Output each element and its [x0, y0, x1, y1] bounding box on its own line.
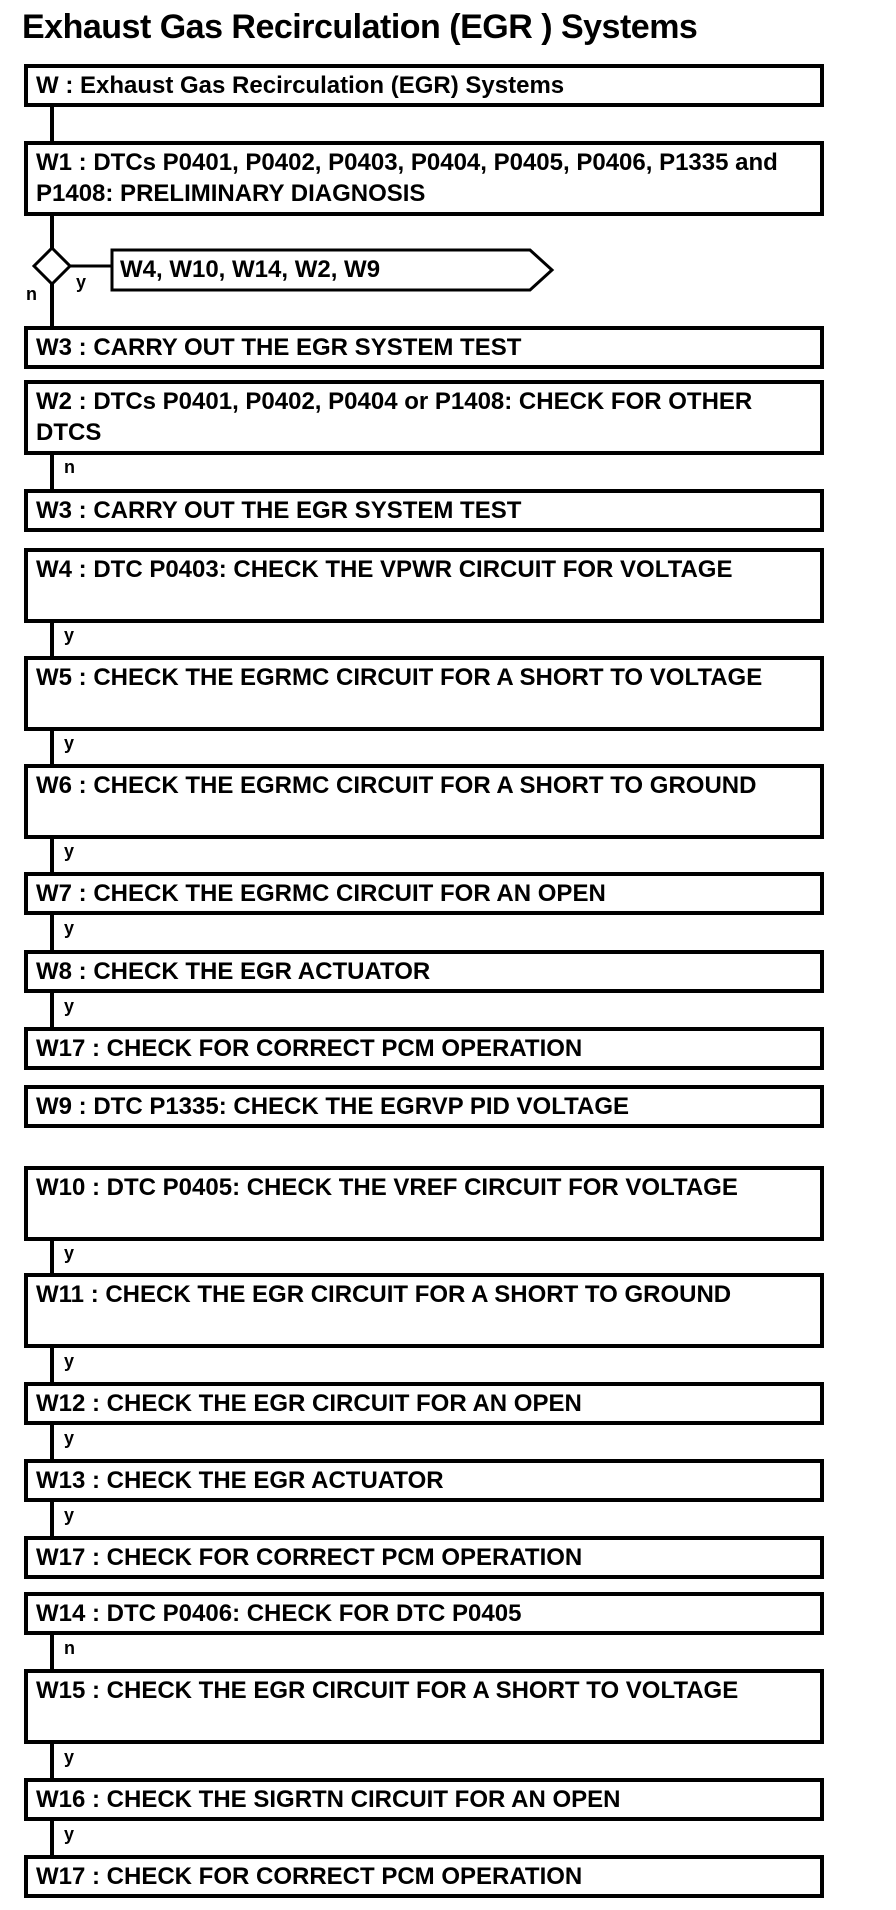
connector-line	[50, 993, 54, 1027]
step-w17	[24, 1027, 824, 1070]
connector-line	[50, 731, 54, 764]
step-w10	[24, 1166, 824, 1241]
connector-label: y	[64, 1824, 75, 1844]
step-text: W10 : DTC P0405: CHECK THE VREF CIRCUIT FOR VOLTAGE	[36, 1174, 738, 1201]
step-text: W5 : CHECK THE EGRMC CIRCUIT FOR A SHORT TO VOLTAGE	[36, 664, 763, 691]
step-w11	[24, 1273, 824, 1348]
connector-line	[50, 1241, 54, 1273]
connector-line	[50, 1821, 54, 1855]
decision-no-label: n	[26, 284, 37, 304]
step-w4	[24, 548, 824, 623]
step-text: W3 : CARRY OUT THE EGR SYSTEM TEST	[36, 334, 522, 361]
connector-label: y	[64, 996, 75, 1016]
connector-label: y	[64, 625, 75, 645]
connector-line	[50, 915, 54, 950]
step-w2	[24, 380, 824, 455]
step-w6	[24, 764, 824, 839]
connector-label: y	[64, 1351, 75, 1371]
step-text: W2 : DTCs P0401, P0402, P0404 or P1408: CHECK FOR OTHER DTCS	[36, 388, 753, 446]
step-text: W7 : CHECK THE EGRMC CIRCUIT FOR AN OPEN	[36, 880, 606, 907]
decision-yes-label: y	[76, 272, 87, 292]
step-w3	[24, 489, 824, 532]
connector-line	[50, 623, 54, 656]
step-text: W11 : CHECK THE EGR CIRCUIT FOR A SHORT TO GROUND	[36, 1281, 732, 1308]
connector-label: y	[64, 1747, 75, 1767]
step-w17	[24, 1536, 824, 1579]
step-text: W3 : CARRY OUT THE EGR SYSTEM TEST	[36, 497, 522, 524]
step-text: W15 : CHECK THE EGR CIRCUIT FOR A SHORT TO VOLTAGE	[36, 1677, 739, 1704]
connector-label: n	[64, 1638, 75, 1658]
step-text: W17 : CHECK FOR CORRECT PCM OPERATION	[36, 1035, 583, 1062]
connector-label: y	[64, 918, 75, 938]
branch-target-label: W4, W10, W14, W2, W9	[120, 256, 381, 283]
decision-graphic	[0, 0, 560, 300]
step-w8	[24, 950, 824, 993]
connector-line	[50, 1635, 54, 1669]
connector-label: y	[64, 1243, 75, 1263]
decision-diamond	[34, 248, 70, 284]
connector-label: y	[64, 841, 75, 861]
step-w15	[24, 1669, 824, 1744]
connector-label: y	[64, 733, 75, 753]
step-text: W16 : CHECK THE SIGRTN CIRCUIT FOR AN OPEN	[36, 1786, 621, 1813]
step-text: W6 : CHECK THE EGRMC CIRCUIT FOR A SHORT TO GROUND	[36, 772, 757, 799]
step-w17	[24, 1855, 824, 1898]
step-w16	[24, 1778, 824, 1821]
step-text: W4 : DTC P0403: CHECK THE VPWR CIRCUIT FOR VOLTAGE	[36, 556, 733, 583]
connector-label: y	[64, 1428, 75, 1448]
step-text: W9 : DTC P1335: CHECK THE EGRVP PID VOLTAGE	[36, 1093, 629, 1120]
step-w13	[24, 1459, 824, 1502]
step-text: W1 : DTCs P0401, P0402, P0403, P0404, P0405, P0406, P1335 and P1408: PRELIMINARY DIAGNOSIS	[36, 149, 778, 207]
connector-line	[50, 455, 54, 489]
step-w3	[24, 326, 824, 369]
step-text: W13 : CHECK THE EGR ACTUATOR	[36, 1467, 444, 1494]
step-text: W17 : CHECK FOR CORRECT PCM OPERATION	[36, 1544, 583, 1571]
step-text: W : Exhaust Gas Recirculation (EGR) Systems	[36, 72, 565, 99]
connector-label: y	[64, 1505, 75, 1525]
page-title: Exhaust Gas Recirculation (EGR ) Systems	[22, 8, 698, 46]
connector-line	[50, 1348, 54, 1382]
step-text: W14 : DTC P0406: CHECK FOR DTC P0405	[36, 1600, 522, 1627]
connector-label: n	[64, 457, 75, 477]
step-w5	[24, 656, 824, 731]
connector-line	[50, 839, 54, 872]
step-w9	[24, 1085, 824, 1128]
connector-line	[50, 1425, 54, 1459]
step-text: W17 : CHECK FOR CORRECT PCM OPERATION	[36, 1863, 583, 1890]
step-w12	[24, 1382, 824, 1425]
connector-line	[50, 1744, 54, 1778]
step-text: W12 : CHECK THE EGR CIRCUIT FOR AN OPEN	[36, 1390, 582, 1417]
connector-line	[50, 1502, 54, 1536]
step-text: W8 : CHECK THE EGR ACTUATOR	[36, 958, 431, 985]
step-w7	[24, 872, 824, 915]
step-w14	[24, 1592, 824, 1635]
